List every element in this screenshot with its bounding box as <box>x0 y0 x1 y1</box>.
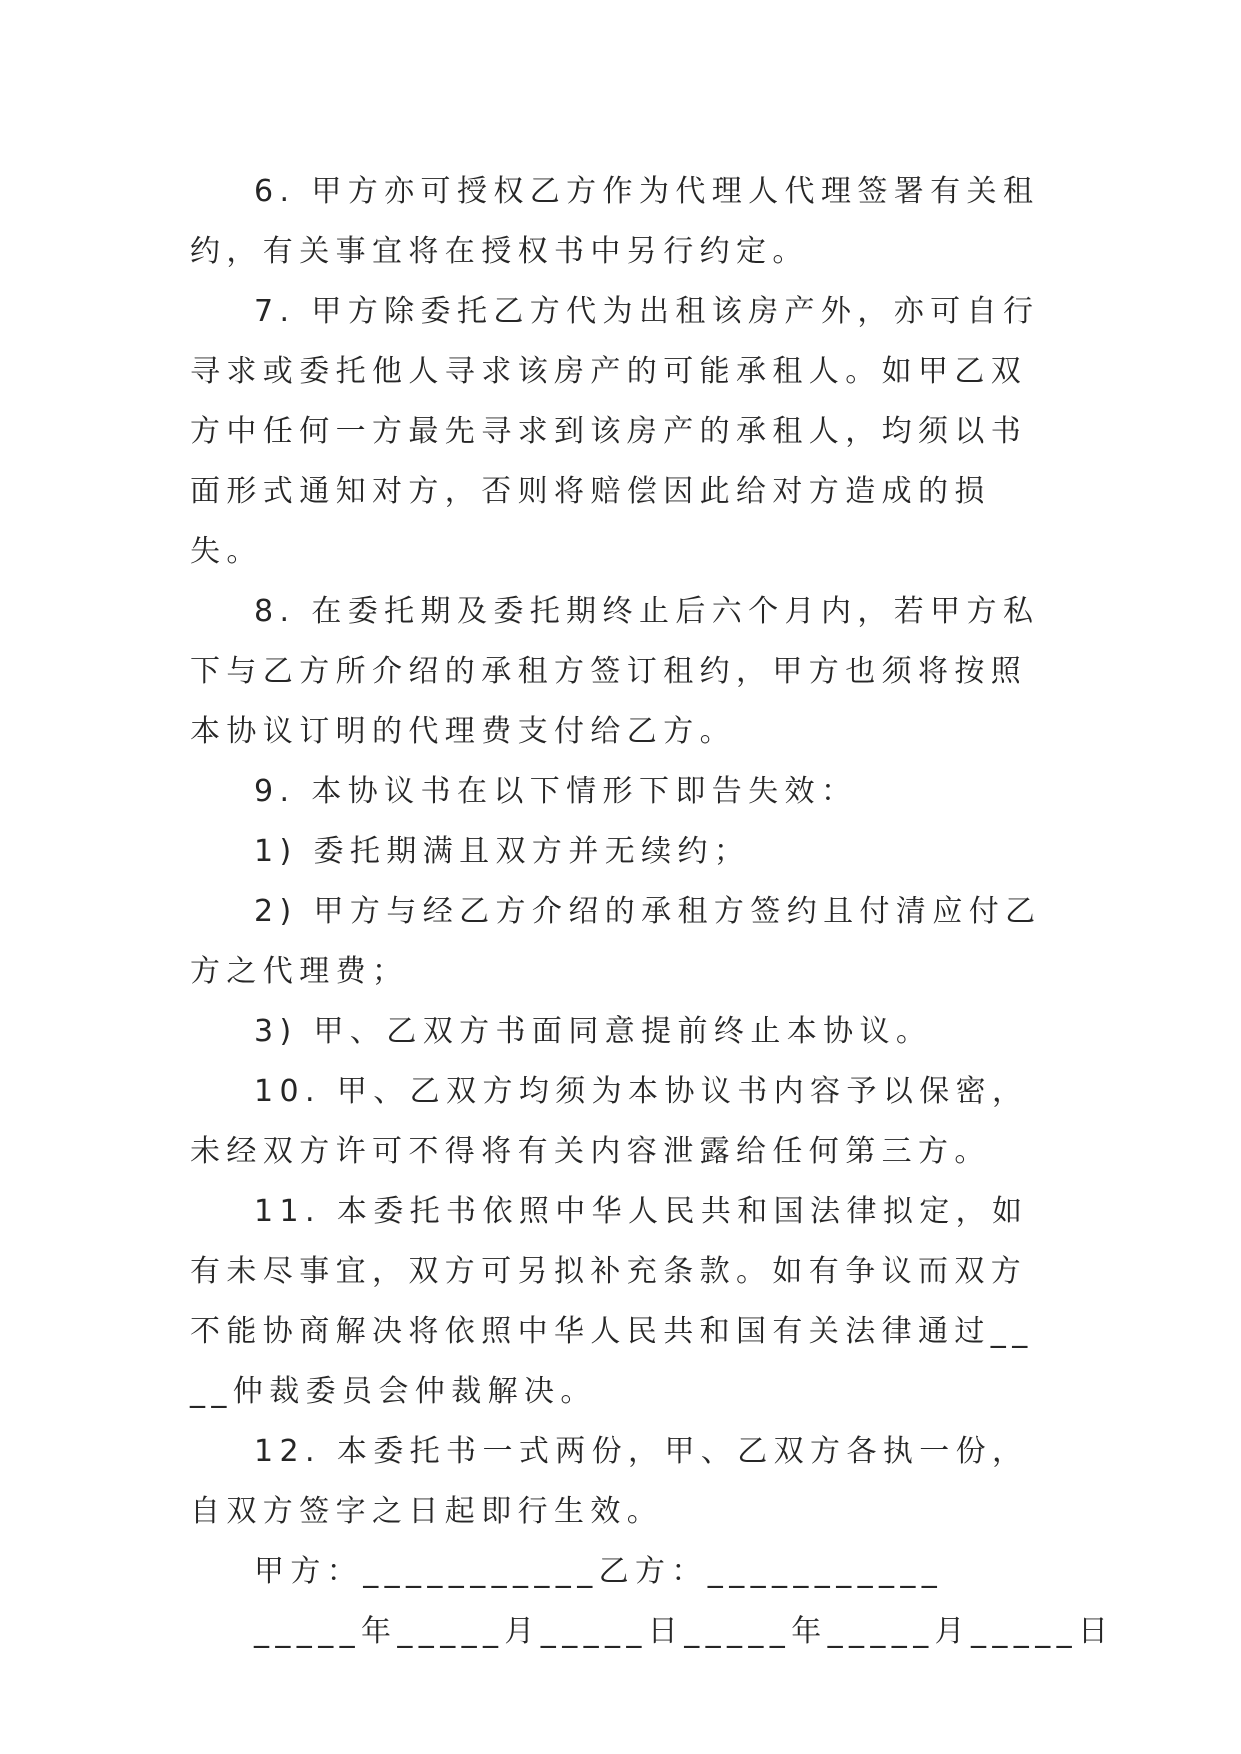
clause-8: 8. 在委托期及委托期终止后六个月内，若甲方私下与乙方所介绍的承租方签订租约，甲方也须将按照本协议订明的代理费支付给乙方。 <box>190 594 1040 749</box>
signature-line: 甲方：___________乙方：___________ <box>254 1554 944 1589</box>
clause-7: 7. 甲方除委托乙方代为出租该房产外，亦可自行寻求或委托他人寻求该房产的可能承租人。如甲乙双方中任何一方最先寻求到该房产的承租人，均须以书面形式通知对方，否则将赔偿因此给对方造成的损失。 <box>190 294 1040 569</box>
clause-6: 6. 甲方亦可授权乙方作为代理人代理签署有关租约，有关事宜将在授权书中另行约定。 <box>190 174 1040 269</box>
clause-9: 9. 本协议书在以下情形下即告失效： <box>254 774 858 809</box>
clause-9-item-1: 1) 委托期满且双方并无续约； <box>254 834 751 869</box>
clause-11: 11. 本委托书依照中华人民共和国法律拟定，如有未尽事宜，双方可另拟补充条款。如有争议而双方不能协商解决将依照中华人民共和国有关法律通过____仲裁委员会仲裁解决。 <box>190 1194 1034 1409</box>
clause-12: 12. 本委托书一式两份，甲、乙双方各执一份，自双方签字之日起即行生效。 <box>190 1434 1029 1529</box>
clause-9-item-3: 3) 甲、乙双方书面同意提前终止本协议。 <box>254 1014 933 1049</box>
clause-9-item-2: 2) 甲方与经乙方介绍的承租方签约且付清应付乙方之代理费； <box>190 894 1042 989</box>
clause-10: 10. 甲、乙双方均须为本协议书内容予以保密，未经双方许可不得将有关内容泄露给任何第三方。 <box>190 1074 1029 1169</box>
document-body <box>190 162 1115 1662</box>
date-line: _____年_____月_____日_____年_____月_____日 <box>254 1614 1115 1649</box>
